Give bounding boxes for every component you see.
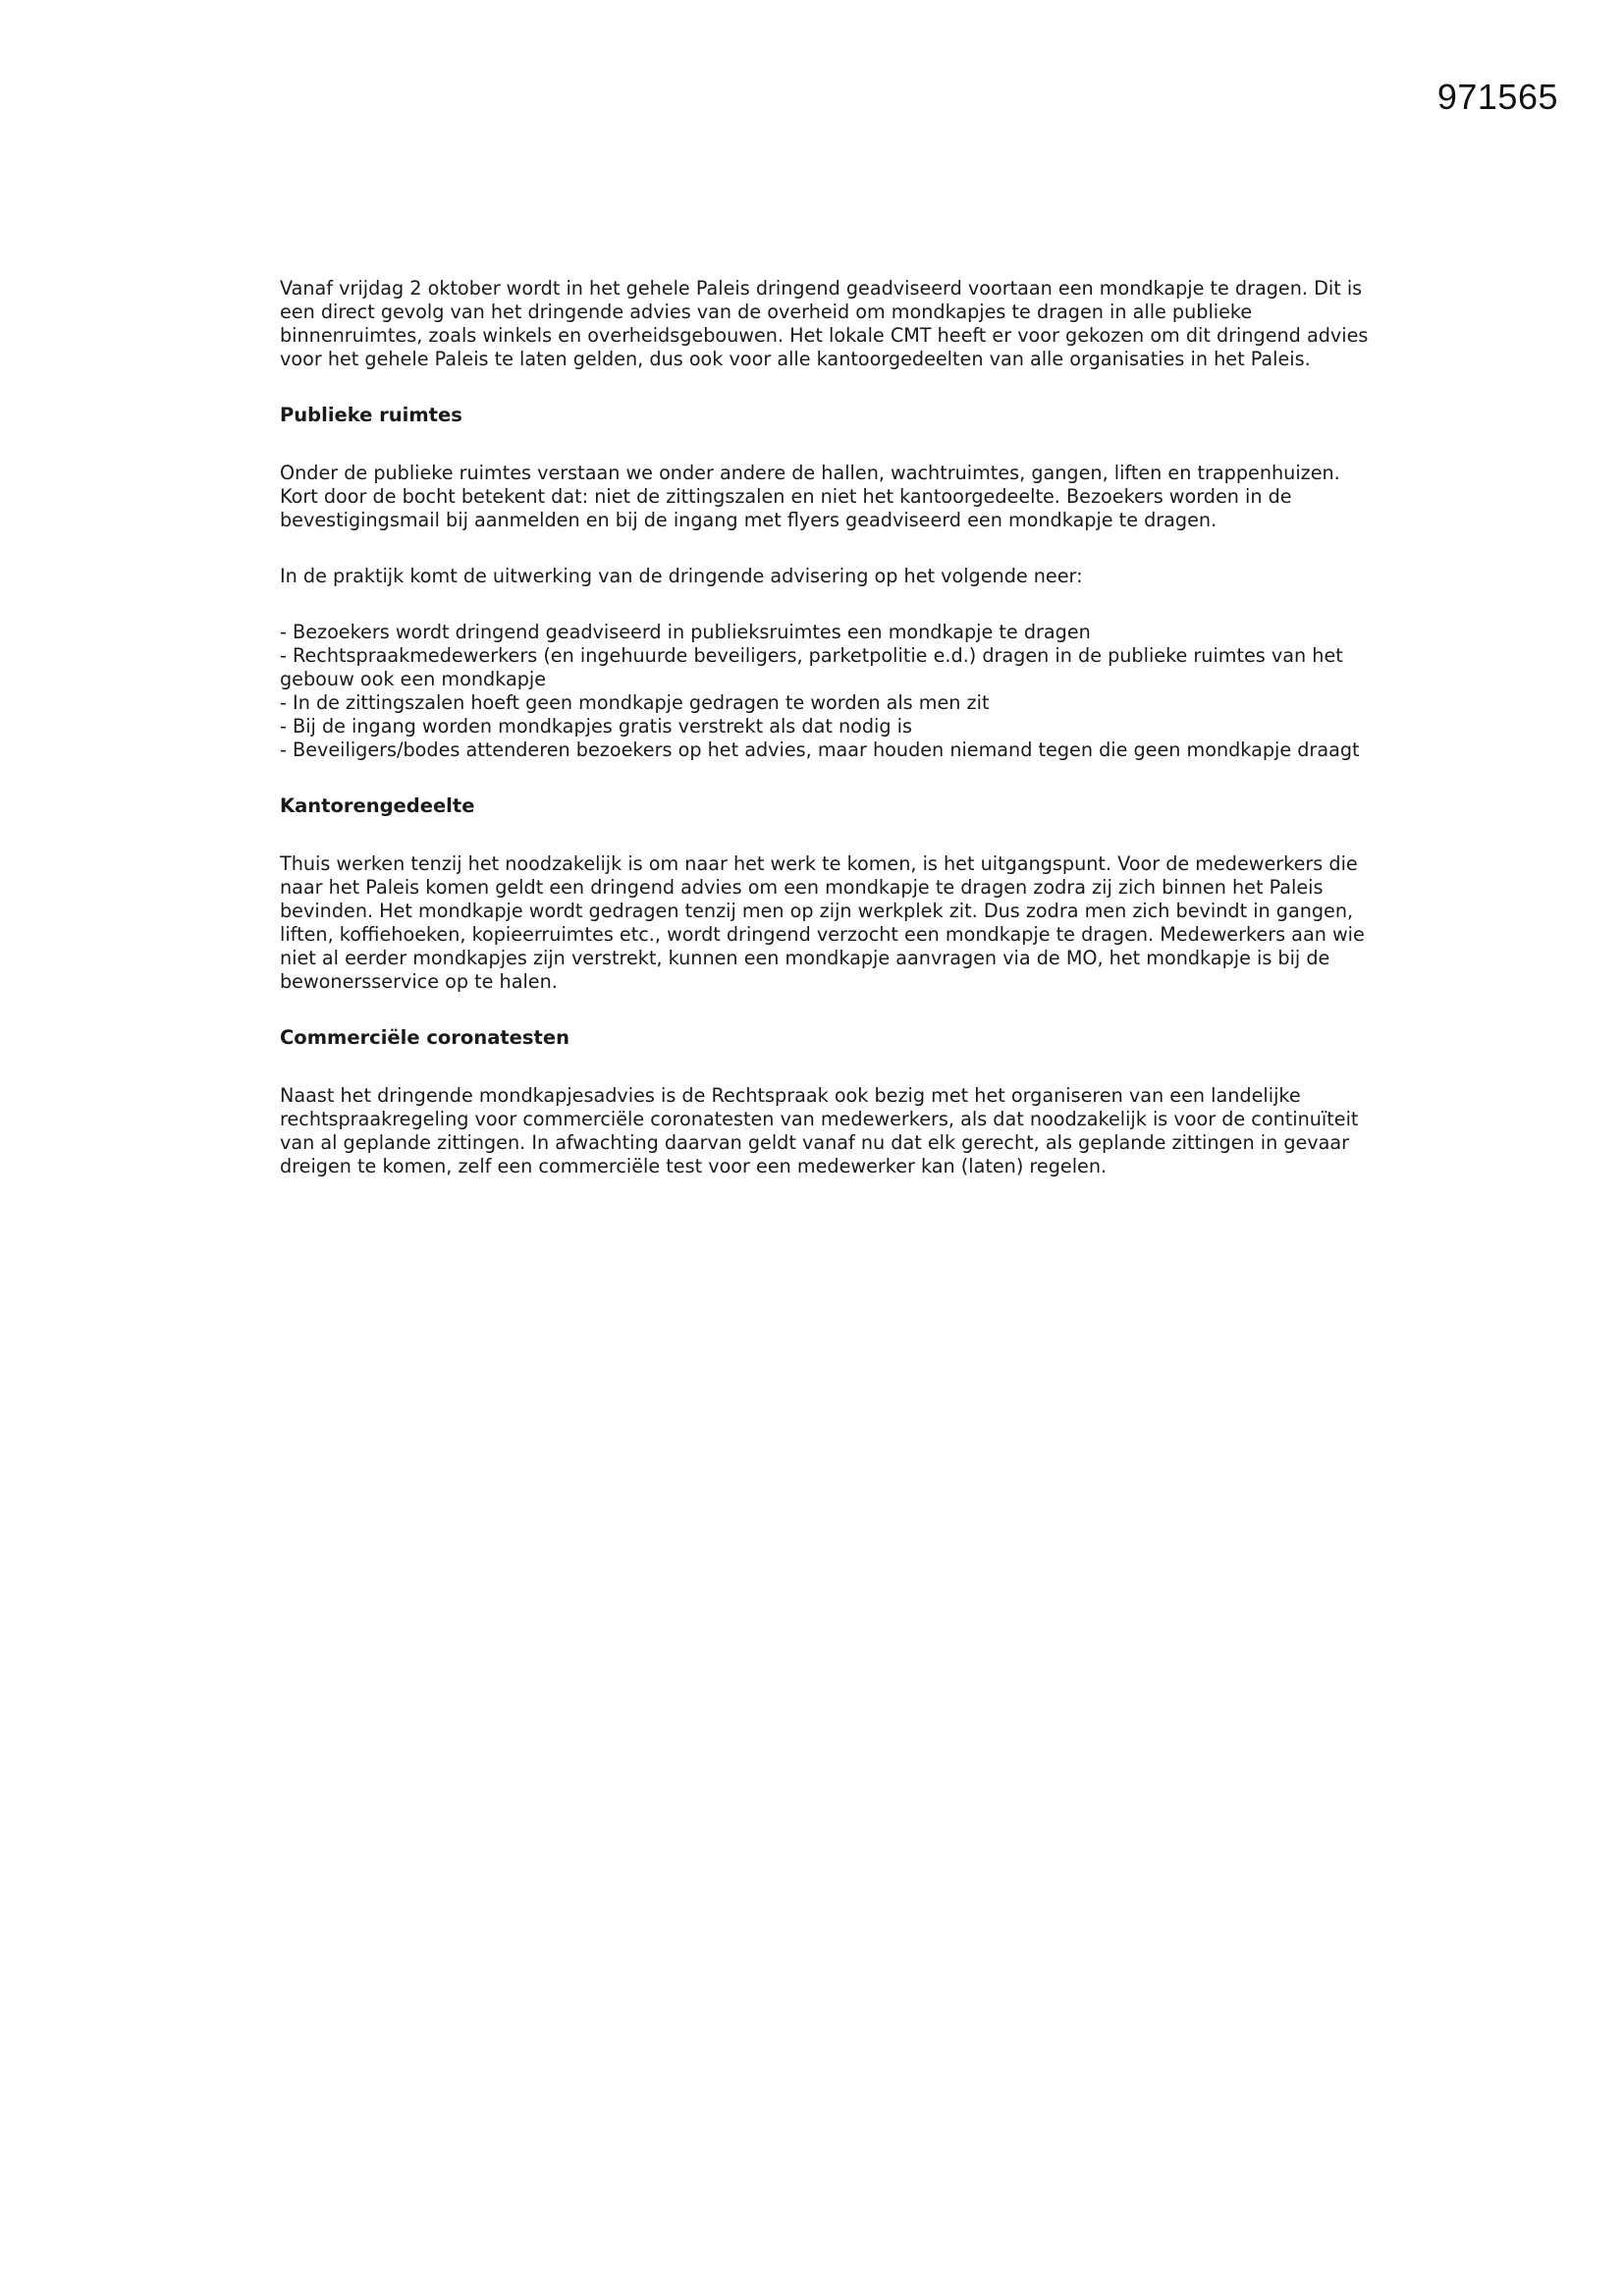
heading-commercial-tests: Commerciële coronatesten [280, 1026, 569, 1049]
list-item: - Bij de ingang worden mondkapjes gratis verstrekt als dat nodig is [280, 715, 1370, 738]
commercial-tests-paragraph: Naast het dringende mondkapjesadvies is de Rechtspraak ook bezig met het organiseren van een landelijke rechtspraakregeling voor commerciële coronatesten van medewerkers, als dat noodzakelijk is voor de continuïteit van al geplande zittingen. In afwachting daarvan geldt vanaf nu dat elk gerecht, als geplande zittingen in gevaar dreigen te komen, zelf een commerciële test voor een medewerker kan (laten) regelen. [280, 1084, 1359, 1177]
office-section-paragraph: Thuis werken tenzij het noodzakelijk is om naar het werk te komen, is het uitgangspunt. Voor de medewerkers die naar het Paleis komen geldt een dringend advies om een mondkapje te dragen zodra zij zich binnen het Paleis bevinden. Het mondkapje wordt gedragen tenzij men op zijn werkplek zit. Dus zodra men zich bevindt in gangen, liften, koffiehoeken, kopieerruimtes etc., wordt dringend verzocht een mondkapje te dragen. Medewerkers aan wie niet al eerder mondkapjes zijn verstrekt, kunnen een mondkapje aanvragen via de MO, het mondkapje is bij de bewonersservice op te halen. [280, 852, 1365, 993]
document-number: 971565 [1436, 77, 1558, 117]
practice-intro-paragraph: In de praktijk komt de uitwerking van de dringende advisering op het volgende neer: [280, 565, 1083, 587]
list-item: - Beveiligers/bodes attenderen bezoekers op het advies, maar houden niemand tegen die geen mondkapje draagt [280, 738, 1370, 762]
intro-paragraph: Vanaf vrijdag 2 oktober wordt in het gehele Paleis dringend geadviseerd voortaan een mondkapje te dragen. Dit is een direct gevolg van het dringende advies van de overheid om mondkapjes te dragen in alle publieke binnenruimtes, zoals winkels en overheidsgebouwen. Het lokale CMT heeft er voor gekozen om dit dringend advies voor het gehele Paleis te laten gelden, dus ook voor alle kantoorgedeelten van alle organisaties in het Paleis. [280, 277, 1369, 370]
practice-bullet-list [280, 621, 1370, 762]
heading-public-spaces: Publieke ruimtes [280, 404, 462, 426]
list-item: - Bezoekers wordt dringend geadviseerd in publieksruimtes een mondkapje te dragen [280, 621, 1370, 644]
document-body [280, 277, 1370, 1211]
heading-office-section: Kantorengedeelte [280, 794, 475, 817]
list-item: - In de zittingszalen hoeft geen mondkapje gedragen te worden als men zit [280, 691, 1370, 715]
list-item: - Rechtspraakmedewerkers (en ingehuurde beveiligers, parketpolitie e.d.) dragen in de publieke ruimtes van het gebouw ook een mondkapje [280, 644, 1370, 691]
public-spaces-paragraph: Onder de publieke ruimtes verstaan we onder andere de hallen, wachtruimtes, gangen, liften en trappenhuizen. Kort door de bocht betekent dat: niet de zittingszalen en niet het kantoorgedeelte. Bezoekers worden in de bevestigingsmail bij aanmelden en bij de ingang met flyers geadviseerd een mondkapje te dragen. [280, 462, 1340, 531]
